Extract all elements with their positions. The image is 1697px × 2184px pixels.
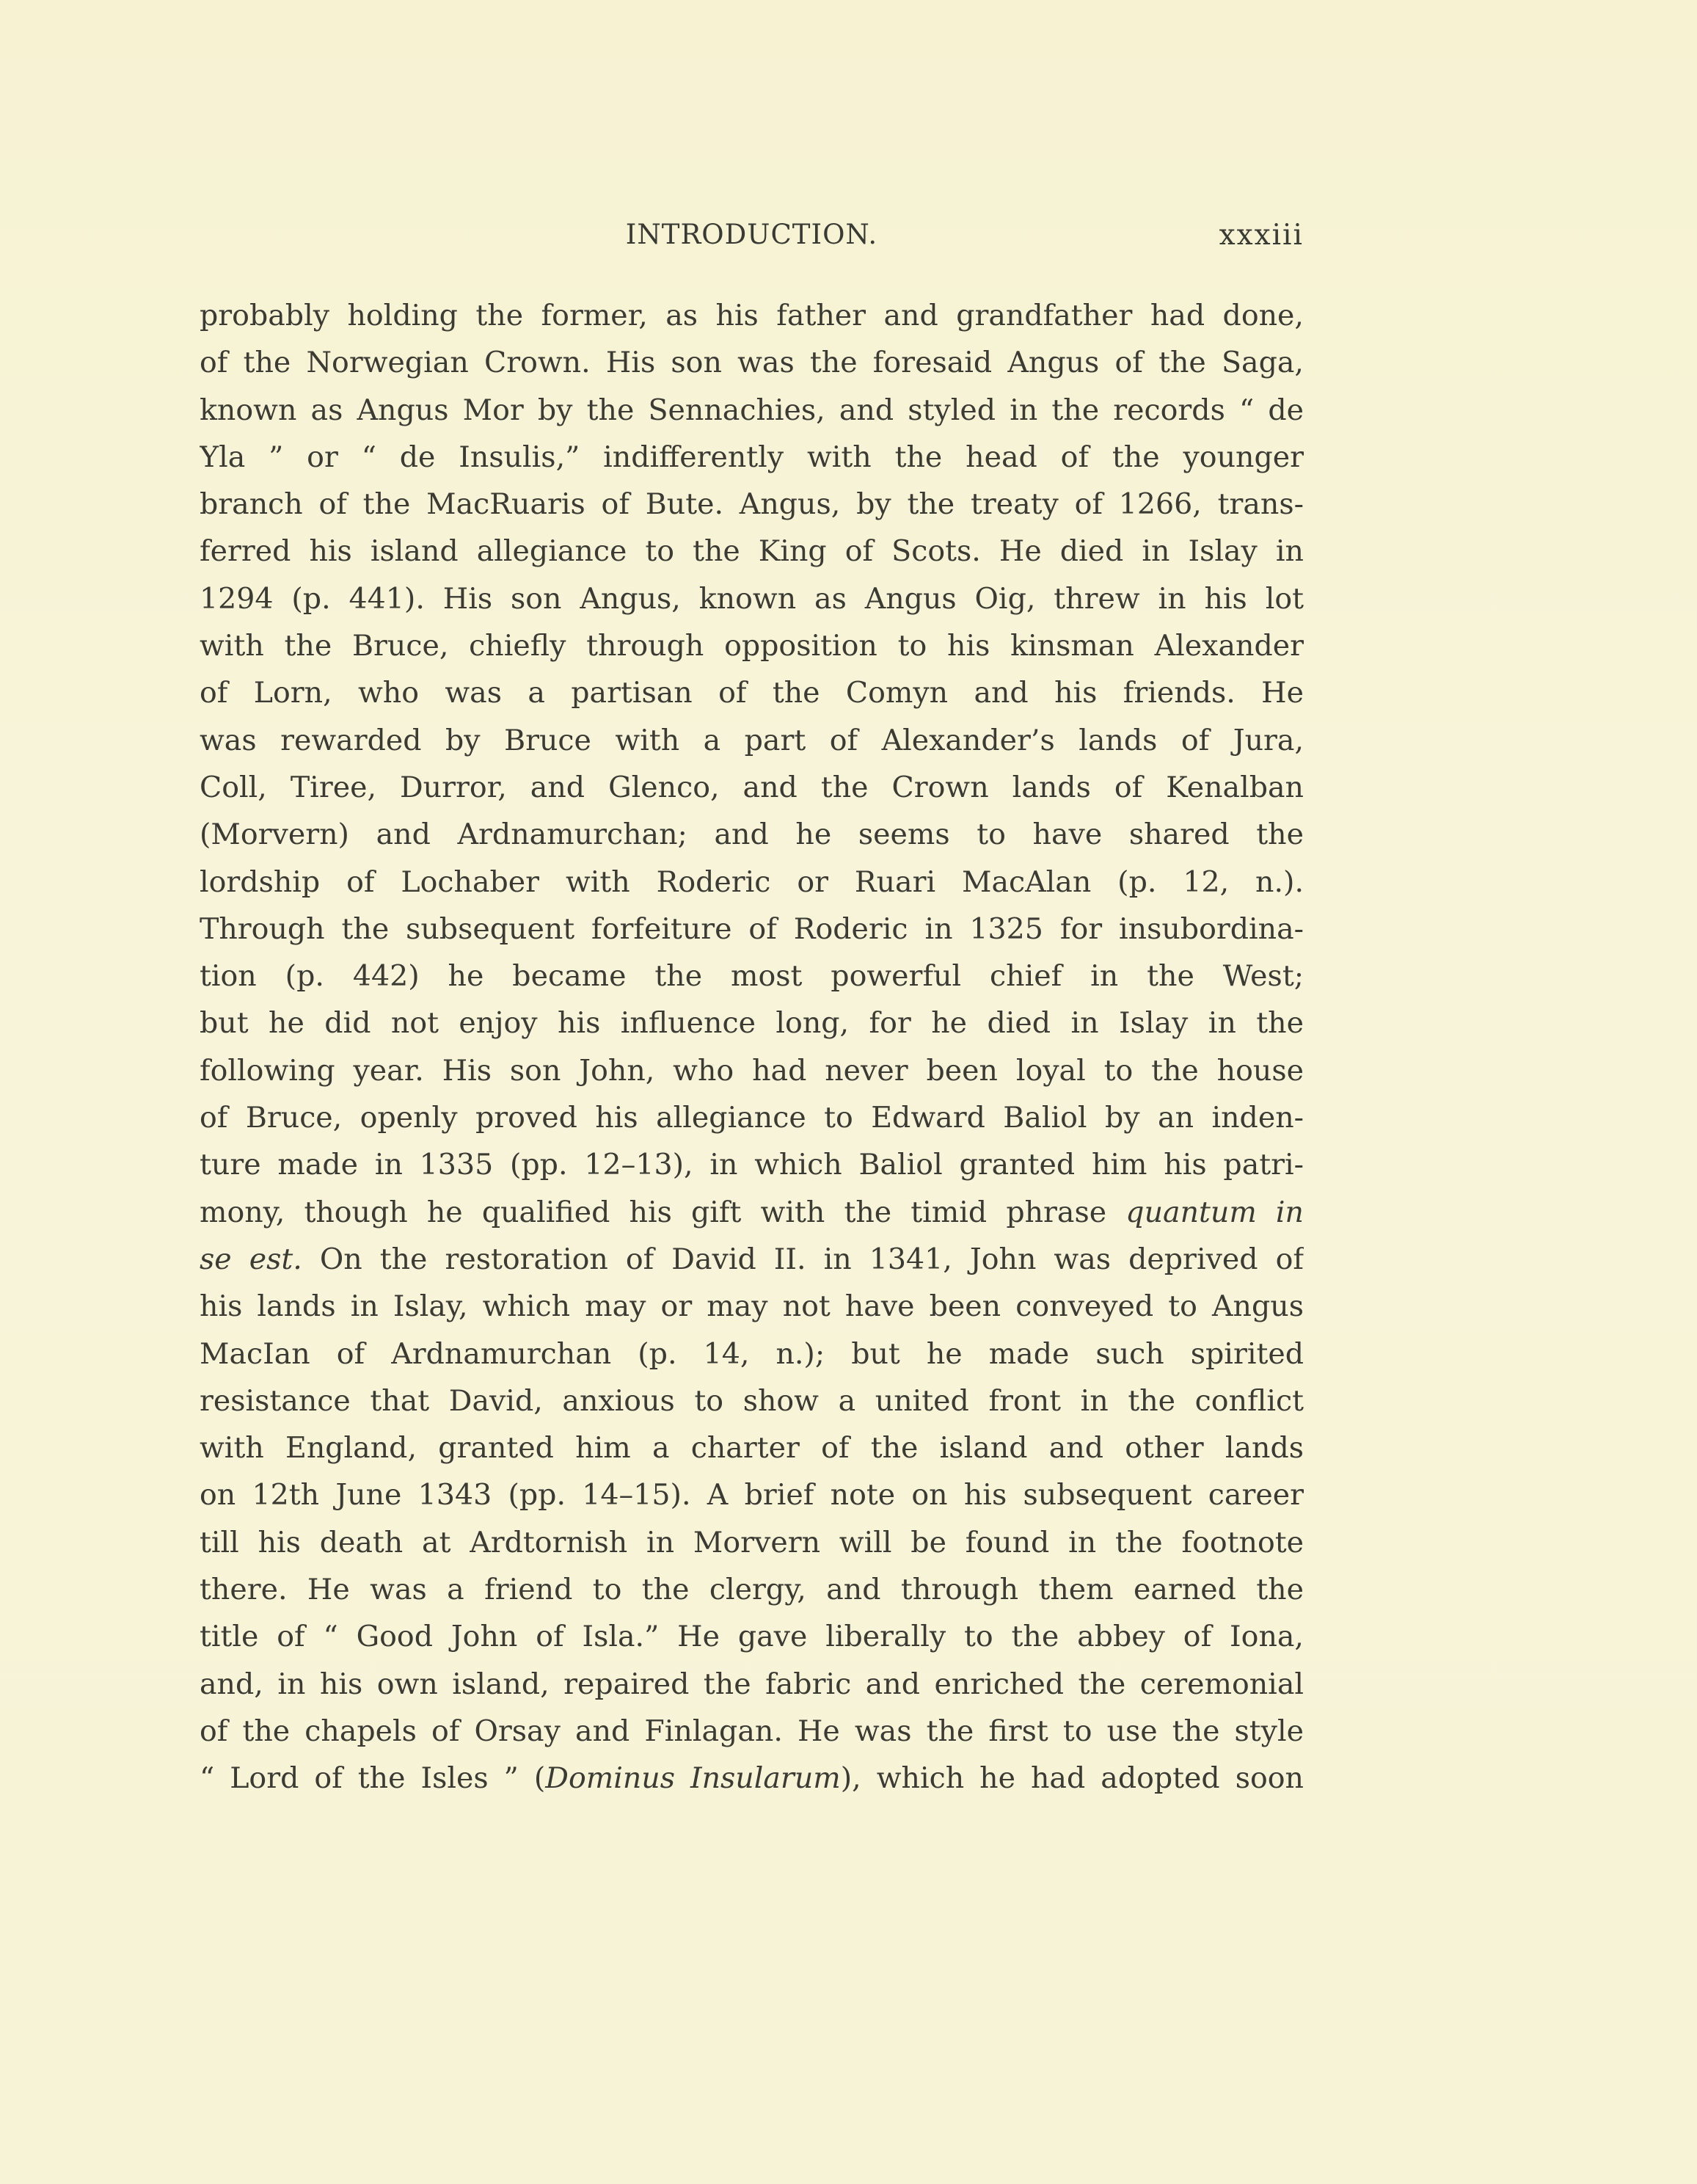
italic-phrase: se est. (200, 1242, 302, 1276)
text-line: following year. His son John, who had never been loyal to the house (200, 1053, 1304, 1088)
text-line: title of “ Good John of Isla.” He gave liberally to the abbey of Iona, (200, 1620, 1304, 1654)
text-segment: On the restoration of David II. in 1341, John was deprived of (319, 1242, 1304, 1276)
body-text (200, 292, 1304, 1802)
text-line (200, 1189, 1304, 1236)
text-line: till his death at Ardtornish in Morvern will be found in the footnote (200, 1525, 1304, 1559)
italic-phrase: Dominus Insularum (545, 1761, 841, 1796)
text-line: resistance that David, anxious to show a united front in the conflict (200, 1383, 1304, 1418)
text-line: of Lorn, who was a partisan of the Comyn and his friends. He (200, 676, 1304, 710)
text-line: ferred his island allegiance to the King of Scots. He died in Islay in (200, 534, 1304, 569)
text-line: lordship of Lochaber with Roderic or Ruari MacAlan (p. 12, n.). (200, 864, 1304, 899)
text-line: on 12th June 1343 (pp. 14–15). A brief note on his subsequent career (200, 1478, 1304, 1513)
text-line: ture made in 1335 (pp. 12–13), in which Baliol granted him his patri- (200, 1148, 1304, 1182)
text-line: (Morvern) and Ardnamurchan; and he seems to have shared the (200, 818, 1304, 852)
text-line: known as Angus Mor by the Sennachies, and styled in the records “ de (200, 393, 1304, 427)
text-line: probably holding the former, as his father and grandfather had done, (200, 299, 1304, 332)
text-segment: mony, though he qualified his gift with the timid phrase (200, 1195, 1107, 1229)
page-header (200, 219, 1304, 263)
text-line (200, 1236, 1304, 1283)
page-number: xxxiii (1219, 219, 1304, 252)
text-line: his lands in Islay, which may or may not have been conveyed to Angus (200, 1289, 1304, 1324)
text-line: with the Bruce, chiefly through opposition to his kinsman Alexander (200, 629, 1304, 663)
text-line: MacIan of Ardnamurchan (p. 14, n.); but he made such spirited (200, 1336, 1304, 1371)
text-line: of the chapels of Orsay and Finlagan. He was the first to use the style (200, 1714, 1304, 1748)
text-line (200, 1755, 1304, 1802)
text-line: of the Norwegian Crown. His son was the foresaid Angus of the Saga, (200, 346, 1304, 380)
text-line: 1294 (p. 441). His son Angus, known as Angus Oig, threw in his lot (200, 581, 1304, 616)
text-line: was rewarded by Bruce with a part of Alexander’s lands of Jura, (200, 723, 1304, 757)
text-segment: ), which he had adopted soon (840, 1761, 1304, 1796)
text-line: but he did not enjoy his influence long, for he died in Islay in the (200, 1006, 1304, 1041)
text-line: and, in his own island, repaired the fabric and enriched the ceremonial (200, 1667, 1304, 1701)
text-line: with England, granted him a charter of the island and other lands (200, 1431, 1304, 1466)
text-line: Through the subsequent forfeiture of Roderic in 1325 for insubordina- (200, 911, 1304, 946)
text-line: branch of the MacRuaris of Bute. Angus, by the treaty of 1266, trans- (200, 487, 1304, 522)
italic-phrase: quantum in (1125, 1195, 1304, 1229)
text-line: Yla ” or “ de Insulis,” indifferently with the head of the younger (200, 440, 1304, 474)
text-line: Coll, Tiree, Durror, and Glenco, and the Crown lands of Kenalban (200, 770, 1304, 804)
text-line: of Bruce, openly proved his allegiance to Edward Baliol by an inden- (200, 1101, 1304, 1135)
text-line: there. He was a friend to the clergy, and through them earned the (200, 1573, 1304, 1607)
text-segment: “ Lord of the Isles ” ( (200, 1761, 546, 1796)
text-line: tion (p. 442) he became the most powerful chief in the West; (200, 959, 1304, 994)
running-title: INTRODUCTION. (625, 219, 878, 250)
